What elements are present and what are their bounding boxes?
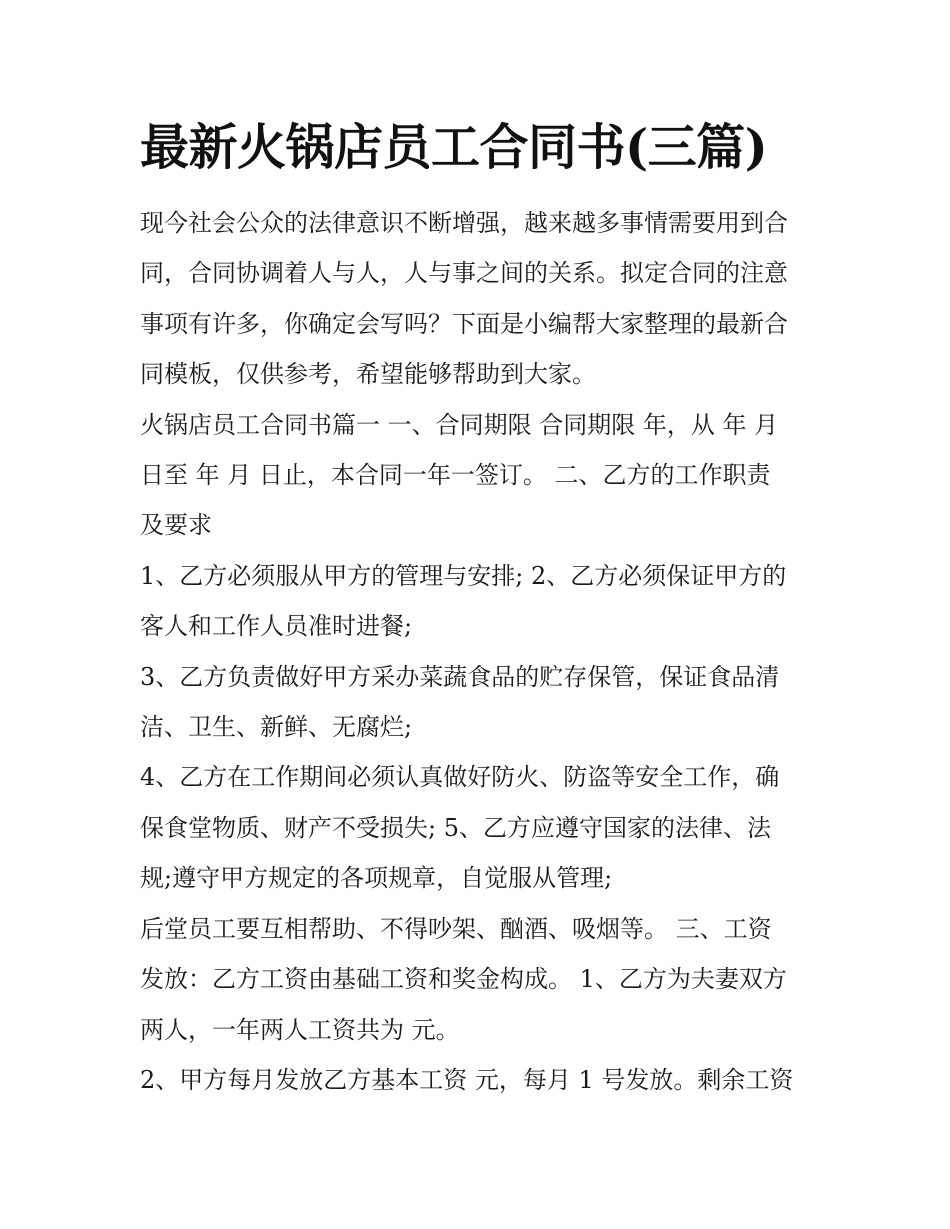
text-line: 及要求: [140, 511, 212, 540]
text-line: 两人，一年两人工资共为 元。: [140, 1015, 460, 1044]
paragraph-intro: [140, 198, 810, 400]
text-line: 现今社会公众的法律意识不断增强，越来越多事情需要用到合: [140, 209, 788, 237]
text-line: 客人和工作人员准时进餐;: [140, 612, 413, 641]
text-line: 4、乙方在工作期间必须认真做好防火、防盗等安全工作，确: [140, 763, 780, 792]
document-body: [140, 112, 810, 1105]
paragraph-salary-payment: [140, 1055, 810, 1105]
paragraph-clause-4-5: [140, 752, 810, 903]
text-line: 规;遵守甲方规定的各项规章，自觉服从管理;: [140, 864, 613, 893]
text-line: 3、乙方负责做好甲方采办菜蔬食品的贮存保管，保证食品清: [140, 662, 780, 691]
text-line: 同，合同协调着人与人，人与事之间的关系。拟定合同的注意: [140, 259, 788, 288]
paragraph-clause-1-2: [140, 551, 810, 652]
text-line: 同模板，仅供参考，希望能够帮助到大家。: [140, 360, 596, 389]
text-line: 保食堂物质、财产不受损失; 5、乙方应遵守国家的法律、法: [140, 813, 771, 842]
document-title: 最新火锅店员工合同书(三篇): [140, 118, 768, 176]
text-line: 事项有许多，你确定会写吗？下面是小编帮大家整理的最新合: [140, 309, 788, 338]
paragraph-contract-term: [140, 400, 810, 551]
paragraph-clause-3: [140, 652, 810, 753]
text-line: 洁、卫生、新鲜、无腐烂;: [140, 713, 413, 742]
text-line: 火锅店员工合同书篇一 一、合同期限 合同期限 年，从 年 月: [140, 410, 779, 439]
paragraph-salary: [140, 904, 810, 1055]
text-line: 2、甲方每月发放乙方基本工资 元，每月 1 号发放。剩余工资: [140, 1065, 794, 1094]
text-line: 1、乙方必须服从甲方的管理与安排; 2、乙方必须保证甲方的: [140, 561, 787, 590]
text-line: 发放：乙方工资由基础工资和奖金构成。 1、乙方为夫妻双方: [140, 965, 787, 994]
text-line: 后堂员工要互相帮助、不得吵架、酗酒、吸烟等。 三、工资: [140, 914, 772, 943]
text-line: 日至 年 月 日止，本合同一年一签订。 二、乙方的工作职责: [140, 461, 771, 490]
